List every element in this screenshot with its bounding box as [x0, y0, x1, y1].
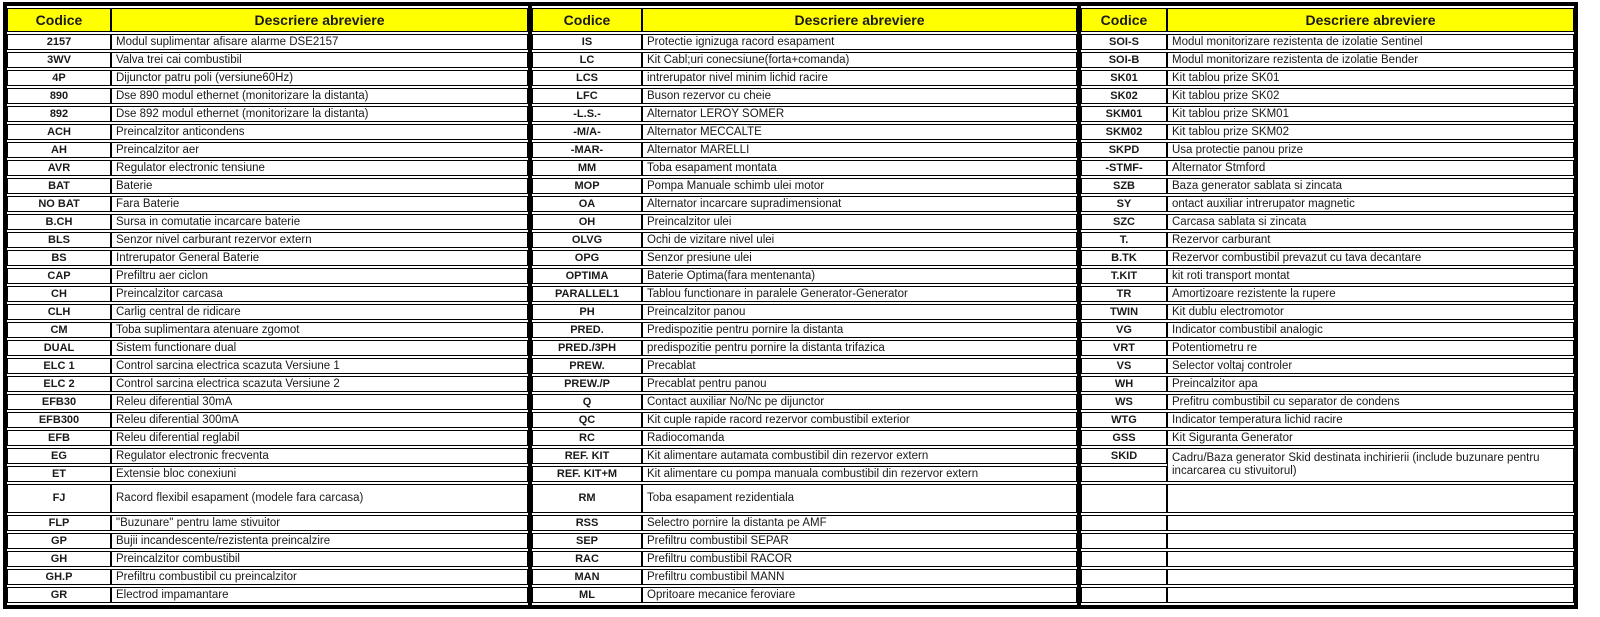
code-cell: MM [532, 160, 642, 176]
code-cell: EFB300 [7, 412, 111, 428]
description-cell [1167, 587, 1574, 603]
table-row [7, 124, 528, 140]
description-cell: Amortizoare rezistente la rupere [1167, 286, 1574, 302]
column-header-codice: Codice [532, 8, 642, 32]
description-cell: Prefiltru combustibil cu preincalzitor [111, 569, 528, 585]
code-cell: -M/A- [532, 124, 642, 140]
code-cell: PARALLEL1 [532, 286, 642, 302]
code-cell: ACH [7, 124, 111, 140]
code-cell: EFB30 [7, 394, 111, 410]
description-cell: Releu diferential reglabil [111, 430, 528, 446]
code-cell: FLP [7, 515, 111, 531]
code-cell: -L.S.- [532, 106, 642, 122]
table-row [7, 268, 528, 284]
code-cell: Q [532, 394, 642, 410]
description-cell: Kit tablou prize SKM01 [1167, 106, 1574, 122]
table-row [7, 250, 528, 266]
description-cell: Selector voltaj controler [1167, 358, 1574, 374]
table-row [7, 448, 528, 464]
code-cell: SZC [1081, 214, 1167, 230]
table-row [1081, 358, 1574, 374]
table-row [1081, 533, 1574, 549]
table-row [532, 286, 1077, 302]
description-cell: Modul monitorizare rezistenta de izolatie Sentinel [1167, 34, 1574, 50]
table-row [532, 587, 1077, 603]
description-cell: Toba suplimentara atenuare zgomot [111, 322, 528, 338]
description-cell: Toba esapament rezidentiala [642, 484, 1077, 513]
description-cell: Electrod impamantare [111, 587, 528, 603]
table-row [1081, 376, 1574, 392]
table-row [7, 340, 528, 356]
code-cell: OLVG [532, 232, 642, 248]
description-cell: Alternator incarcare supradimensionat [642, 196, 1077, 212]
code-cell: ML [532, 587, 642, 603]
code-cell: PRED. [532, 322, 642, 338]
abbreviation-table-2 [528, 6, 1077, 605]
abbreviation-table-1 [7, 6, 528, 605]
column-header-codice: Codice [1081, 8, 1167, 32]
description-cell: Preincalzitor apa [1167, 376, 1574, 392]
code-cell: B.TK [1081, 250, 1167, 266]
table-row [532, 214, 1077, 230]
abbreviation-table-3 [1077, 6, 1574, 605]
code-cell [1081, 533, 1167, 549]
table-row [7, 304, 528, 320]
header-row [1081, 8, 1574, 32]
description-cell: Preincalzitor ulei [642, 214, 1077, 230]
description-cell: Prefiltru combustibil SEPAR [642, 533, 1077, 549]
code-cell: SKM02 [1081, 124, 1167, 140]
description-cell: Alternator Stmford [1167, 160, 1574, 176]
table-row [7, 232, 528, 248]
description-cell: Valva trei cai combustibil [111, 52, 528, 68]
table-row [7, 466, 528, 482]
table-row [7, 34, 528, 50]
description-cell: Extensie bloc conexiuni [111, 466, 528, 482]
description-cell: Intrerupator General Baterie [111, 250, 528, 266]
table-row [7, 160, 528, 176]
code-cell: SK02 [1081, 88, 1167, 104]
description-cell: Buson rezervor cu cheie [642, 88, 1077, 104]
code-cell: REF. KIT+M [532, 466, 642, 482]
table-row [1081, 232, 1574, 248]
code-cell: WS [1081, 394, 1167, 410]
table-row [1081, 515, 1574, 531]
code-cell: 3WV [7, 52, 111, 68]
table-row [1081, 430, 1574, 446]
table-row [532, 70, 1077, 86]
code-cell: ELC 1 [7, 358, 111, 374]
description-cell: Precablat pentru panou [642, 376, 1077, 392]
code-cell: FJ [7, 484, 111, 513]
description-cell: Regulator electronic tensiune [111, 160, 528, 176]
description-cell: Prefiltru combustibil MANN [642, 569, 1077, 585]
table-row [532, 533, 1077, 549]
table-row [532, 394, 1077, 410]
description-cell: Rezervor carburant [1167, 232, 1574, 248]
table-row [7, 142, 528, 158]
code-cell: PH [532, 304, 642, 320]
code-cell: SOI-S [1081, 34, 1167, 50]
description-cell: Preincalzitor aer [111, 142, 528, 158]
code-cell: LCS [532, 70, 642, 86]
description-cell: Kit tablou prize SKM02 [1167, 124, 1574, 140]
description-cell: Racord flexibil esapament (modele fara carcasa) [111, 484, 528, 513]
code-cell: PRED./3PH [532, 340, 642, 356]
abbreviation-tables [3, 2, 1578, 609]
description-cell: Sursa in comutatie incarcare baterie [111, 214, 528, 230]
table-row [532, 448, 1077, 464]
description-cell: ontact auxiliar intrerupator magnetic [1167, 196, 1574, 212]
header-row [7, 8, 528, 32]
description-cell: Baza generator sablata si zincata [1167, 178, 1574, 194]
description-cell: Preincalzitor anticondens [111, 124, 528, 140]
description-cell: Indicator temperatura lichid racire [1167, 412, 1574, 428]
code-cell: RSS [532, 515, 642, 531]
table-row [1081, 250, 1574, 266]
table-row [532, 124, 1077, 140]
header-row [532, 8, 1077, 32]
code-cell: GP [7, 533, 111, 549]
table-row [1081, 52, 1574, 68]
code-cell: OPTIMA [532, 268, 642, 284]
description-cell: predispozitie pentru pornire la distanta trifazica [642, 340, 1077, 356]
code-cell: RAC [532, 551, 642, 567]
description-cell: Control sarcina electrica scazuta Versiune 2 [111, 376, 528, 392]
description-cell: Carlig central de ridicare [111, 304, 528, 320]
code-cell: QC [532, 412, 642, 428]
code-cell: SKID [1081, 448, 1167, 464]
description-cell: Protectie ignizuga racord esapament [642, 34, 1077, 50]
description-cell: Modul suplimentar afisare alarme DSE2157 [111, 34, 528, 50]
code-cell: CM [7, 322, 111, 338]
code-cell: ELC 2 [7, 376, 111, 392]
table-row [1081, 304, 1574, 320]
description-cell: Releu diferential 300mA [111, 412, 528, 428]
description-cell: Radiocomanda [642, 430, 1077, 446]
description-cell [1167, 484, 1574, 513]
description-cell: Senzor presiune ulei [642, 250, 1077, 266]
table-row [1081, 214, 1574, 230]
code-cell [1081, 569, 1167, 585]
code-cell: VRT [1081, 340, 1167, 356]
description-cell: intrerupator nivel minim lichid racire [642, 70, 1077, 86]
table-row [1081, 196, 1574, 212]
table-row [1081, 569, 1574, 585]
description-cell: Selectro pornire la distanta pe AMF [642, 515, 1077, 531]
description-cell: Rezervor combustibil prevazut cu tava decantare [1167, 250, 1574, 266]
table-row [7, 430, 528, 446]
code-cell: GSS [1081, 430, 1167, 446]
code-cell: OA [532, 196, 642, 212]
description-cell: Sistem functionare dual [111, 340, 528, 356]
code-cell: EG [7, 448, 111, 464]
description-cell: Dijunctor patru poli (versiune60Hz) [111, 70, 528, 86]
table-row [7, 52, 528, 68]
description-cell: Dse 892 modul ethernet (monitorizare la distanta) [111, 106, 528, 122]
description-cell: Carcasa sablata si zincata [1167, 214, 1574, 230]
table-row [532, 430, 1077, 446]
code-cell: VS [1081, 358, 1167, 374]
description-cell: Kit tablou prize SK01 [1167, 70, 1574, 86]
description-cell: Kit alimentare cu pompa manuala combustibil din rezervor extern [642, 466, 1077, 482]
code-cell: EFB [7, 430, 111, 446]
table-row [7, 551, 528, 567]
table-row [7, 322, 528, 338]
table-row [532, 358, 1077, 374]
description-cell: Preincalzitor carcasa [111, 286, 528, 302]
code-cell: PREW. [532, 358, 642, 374]
table-row [7, 88, 528, 104]
table-row [1081, 394, 1574, 410]
code-cell: BS [7, 250, 111, 266]
table-row [532, 268, 1077, 284]
code-cell [1081, 466, 1167, 482]
table-row [532, 34, 1077, 50]
description-cell [1167, 533, 1574, 549]
code-cell: -MAR- [532, 142, 642, 158]
code-cell: T.KIT [1081, 268, 1167, 284]
description-cell: Ochi de vizitare nivel ulei [642, 232, 1077, 248]
code-cell: GH [7, 551, 111, 567]
table-row [7, 106, 528, 122]
table-row [532, 178, 1077, 194]
description-cell: Alternator MARELLI [642, 142, 1077, 158]
code-cell: CAP [7, 268, 111, 284]
code-cell: LC [532, 52, 642, 68]
code-cell [1081, 587, 1167, 603]
table-row [532, 340, 1077, 356]
table-row [7, 196, 528, 212]
table-row [532, 196, 1077, 212]
code-cell: PREW./P [532, 376, 642, 392]
table-row [1081, 160, 1574, 176]
table-row [1081, 106, 1574, 122]
column-header-descriere-abreviere: Descriere abreviere [111, 8, 528, 32]
table-row [7, 394, 528, 410]
description-cell: Baterie [111, 178, 528, 194]
code-cell: NO BAT [7, 196, 111, 212]
code-cell: IS [532, 34, 642, 50]
description-cell: Bujii incandescente/rezistenta preincalzire [111, 533, 528, 549]
code-cell: GR [7, 587, 111, 603]
code-cell: 892 [7, 106, 111, 122]
table-row [7, 376, 528, 392]
description-cell: Precablat [642, 358, 1077, 374]
table-row [1081, 124, 1574, 140]
description-cell: Kit dublu electromotor [1167, 304, 1574, 320]
code-cell [1081, 484, 1167, 513]
description-cell: Potentiometru re [1167, 340, 1574, 356]
description-cell: Kit cuple rapide racord rezervor combustibil exterior [642, 412, 1077, 428]
description-cell: Kit tablou prize SK02 [1167, 88, 1574, 104]
description-cell: Kit alimentare autamata combustibil din rezervor extern [642, 448, 1077, 464]
description-cell: Alternator MECCALTE [642, 124, 1077, 140]
table-row [1081, 142, 1574, 158]
table-row [532, 569, 1077, 585]
code-cell: REF. KIT [532, 448, 642, 464]
description-cell: Modul monitorizare rezistenta de izolatie Bender [1167, 52, 1574, 68]
code-cell: MOP [532, 178, 642, 194]
code-cell: OH [532, 214, 642, 230]
table-row [7, 358, 528, 374]
code-cell: B.CH [7, 214, 111, 230]
code-cell [1081, 551, 1167, 567]
table-row [7, 484, 528, 513]
table-row [1081, 484, 1574, 513]
table-row [532, 232, 1077, 248]
table-row [7, 587, 528, 603]
description-cell: Prefiltru aer ciclon [111, 268, 528, 284]
table-row [1081, 587, 1574, 603]
code-cell: GH.P [7, 569, 111, 585]
code-cell: OPG [532, 250, 642, 266]
table-row [1081, 34, 1574, 50]
description-cell: Toba esapament montata [642, 160, 1077, 176]
description-cell: Control sarcina electrica scazuta Versiune 1 [111, 358, 528, 374]
table-row [532, 551, 1077, 567]
description-cell [1167, 551, 1574, 567]
table-row [1081, 178, 1574, 194]
table-row [7, 515, 528, 531]
table-row [7, 412, 528, 428]
table-row [1081, 340, 1574, 356]
description-cell: Prefitru combustibil cu separator de condens [1167, 394, 1574, 410]
description-cell: Contact auxiliar No/Nc pe dijunctor [642, 394, 1077, 410]
description-cell: Predispozitie pentru pornire la distanta [642, 322, 1077, 338]
table-row [532, 515, 1077, 531]
table-row [7, 533, 528, 549]
table-row [532, 322, 1077, 338]
description-cell: Alternator LEROY SOMER [642, 106, 1077, 122]
code-cell: -STMF- [1081, 160, 1167, 176]
table-row [532, 250, 1077, 266]
code-cell: TR [1081, 286, 1167, 302]
code-cell: SZB [1081, 178, 1167, 194]
table-row [1081, 551, 1574, 567]
code-cell: 2157 [7, 34, 111, 50]
code-cell [1081, 515, 1167, 531]
code-cell: AH [7, 142, 111, 158]
code-cell: MAN [532, 569, 642, 585]
code-cell: ET [7, 466, 111, 482]
code-cell: RC [532, 430, 642, 446]
table-row [7, 569, 528, 585]
description-cell: Dse 890 modul ethernet (monitorizare la distanta) [111, 88, 528, 104]
table-row [7, 214, 528, 230]
table-row [1081, 268, 1574, 284]
table-row [7, 286, 528, 302]
description-cell: kit roti transport montat [1167, 268, 1574, 284]
description-cell: Releu diferential 30mA [111, 394, 528, 410]
description-cell: Fara Baterie [111, 196, 528, 212]
column-header-codice: Codice [7, 8, 111, 32]
table-row [7, 178, 528, 194]
code-cell: CH [7, 286, 111, 302]
table-row [1081, 88, 1574, 104]
table-row [532, 376, 1077, 392]
code-cell: 4P [7, 70, 111, 86]
table-row [1081, 448, 1574, 464]
table-row [7, 70, 528, 86]
code-cell: 890 [7, 88, 111, 104]
description-cell: Cadru/Baza generator Skid destinata inchirierii (include buzunare pentru incarcarea cu stivuitorul) [1167, 448, 1574, 482]
description-cell: Pompa Manuale schimb ulei motor [642, 178, 1077, 194]
code-cell: SKPD [1081, 142, 1167, 158]
code-cell: SOI-B [1081, 52, 1167, 68]
table-row [532, 304, 1077, 320]
code-cell: WTG [1081, 412, 1167, 428]
code-cell: AVR [7, 160, 111, 176]
column-header-descriere-abreviere: Descriere abreviere [1167, 8, 1574, 32]
code-cell: VG [1081, 322, 1167, 338]
table-row [532, 106, 1077, 122]
description-cell: Kit Siguranta Generator [1167, 430, 1574, 446]
table-row [532, 88, 1077, 104]
table-row [532, 412, 1077, 428]
description-cell: Usa protectie panou prize [1167, 142, 1574, 158]
description-cell: Preincalzitor panou [642, 304, 1077, 320]
description-cell [1167, 569, 1574, 585]
table-row [532, 142, 1077, 158]
table-row [1081, 412, 1574, 428]
description-cell: Tablou functionare in paralele Generator-Generator [642, 286, 1077, 302]
table-row [532, 466, 1077, 482]
code-cell: WH [1081, 376, 1167, 392]
table-row [1081, 286, 1574, 302]
table-row [1081, 322, 1574, 338]
description-cell: Preincalzitor combustibil [111, 551, 528, 567]
description-cell: Indicator combustibil analogic [1167, 322, 1574, 338]
table-row [532, 52, 1077, 68]
description-cell: Prefiltru combustibil RACOR [642, 551, 1077, 567]
code-cell: SY [1081, 196, 1167, 212]
description-cell: Senzor nivel carburant rezervor extern [111, 232, 528, 248]
code-cell: SEP [532, 533, 642, 549]
description-cell: Regulator electronic frecventa [111, 448, 528, 464]
description-cell: Kit Cabl;uri conecsiune(forta+comanda) [642, 52, 1077, 68]
description-cell: Baterie Optima(fara mentenanta) [642, 268, 1077, 284]
table-row [532, 160, 1077, 176]
code-cell: BAT [7, 178, 111, 194]
code-cell: SKM01 [1081, 106, 1167, 122]
table-row [1081, 70, 1574, 86]
code-cell: DUAL [7, 340, 111, 356]
code-cell: TWIN [1081, 304, 1167, 320]
column-header-descriere-abreviere: Descriere abreviere [642, 8, 1077, 32]
description-cell [1167, 515, 1574, 531]
table-row [532, 484, 1077, 513]
code-cell: T. [1081, 232, 1167, 248]
description-cell: Opritoare mecanice feroviare [642, 587, 1077, 603]
code-cell: CLH [7, 304, 111, 320]
description-cell: "Buzunare" pentru lame stivuitor [111, 515, 528, 531]
code-cell: RM [532, 484, 642, 513]
code-cell: SK01 [1081, 70, 1167, 86]
code-cell: LFC [532, 88, 642, 104]
code-cell: BLS [7, 232, 111, 248]
